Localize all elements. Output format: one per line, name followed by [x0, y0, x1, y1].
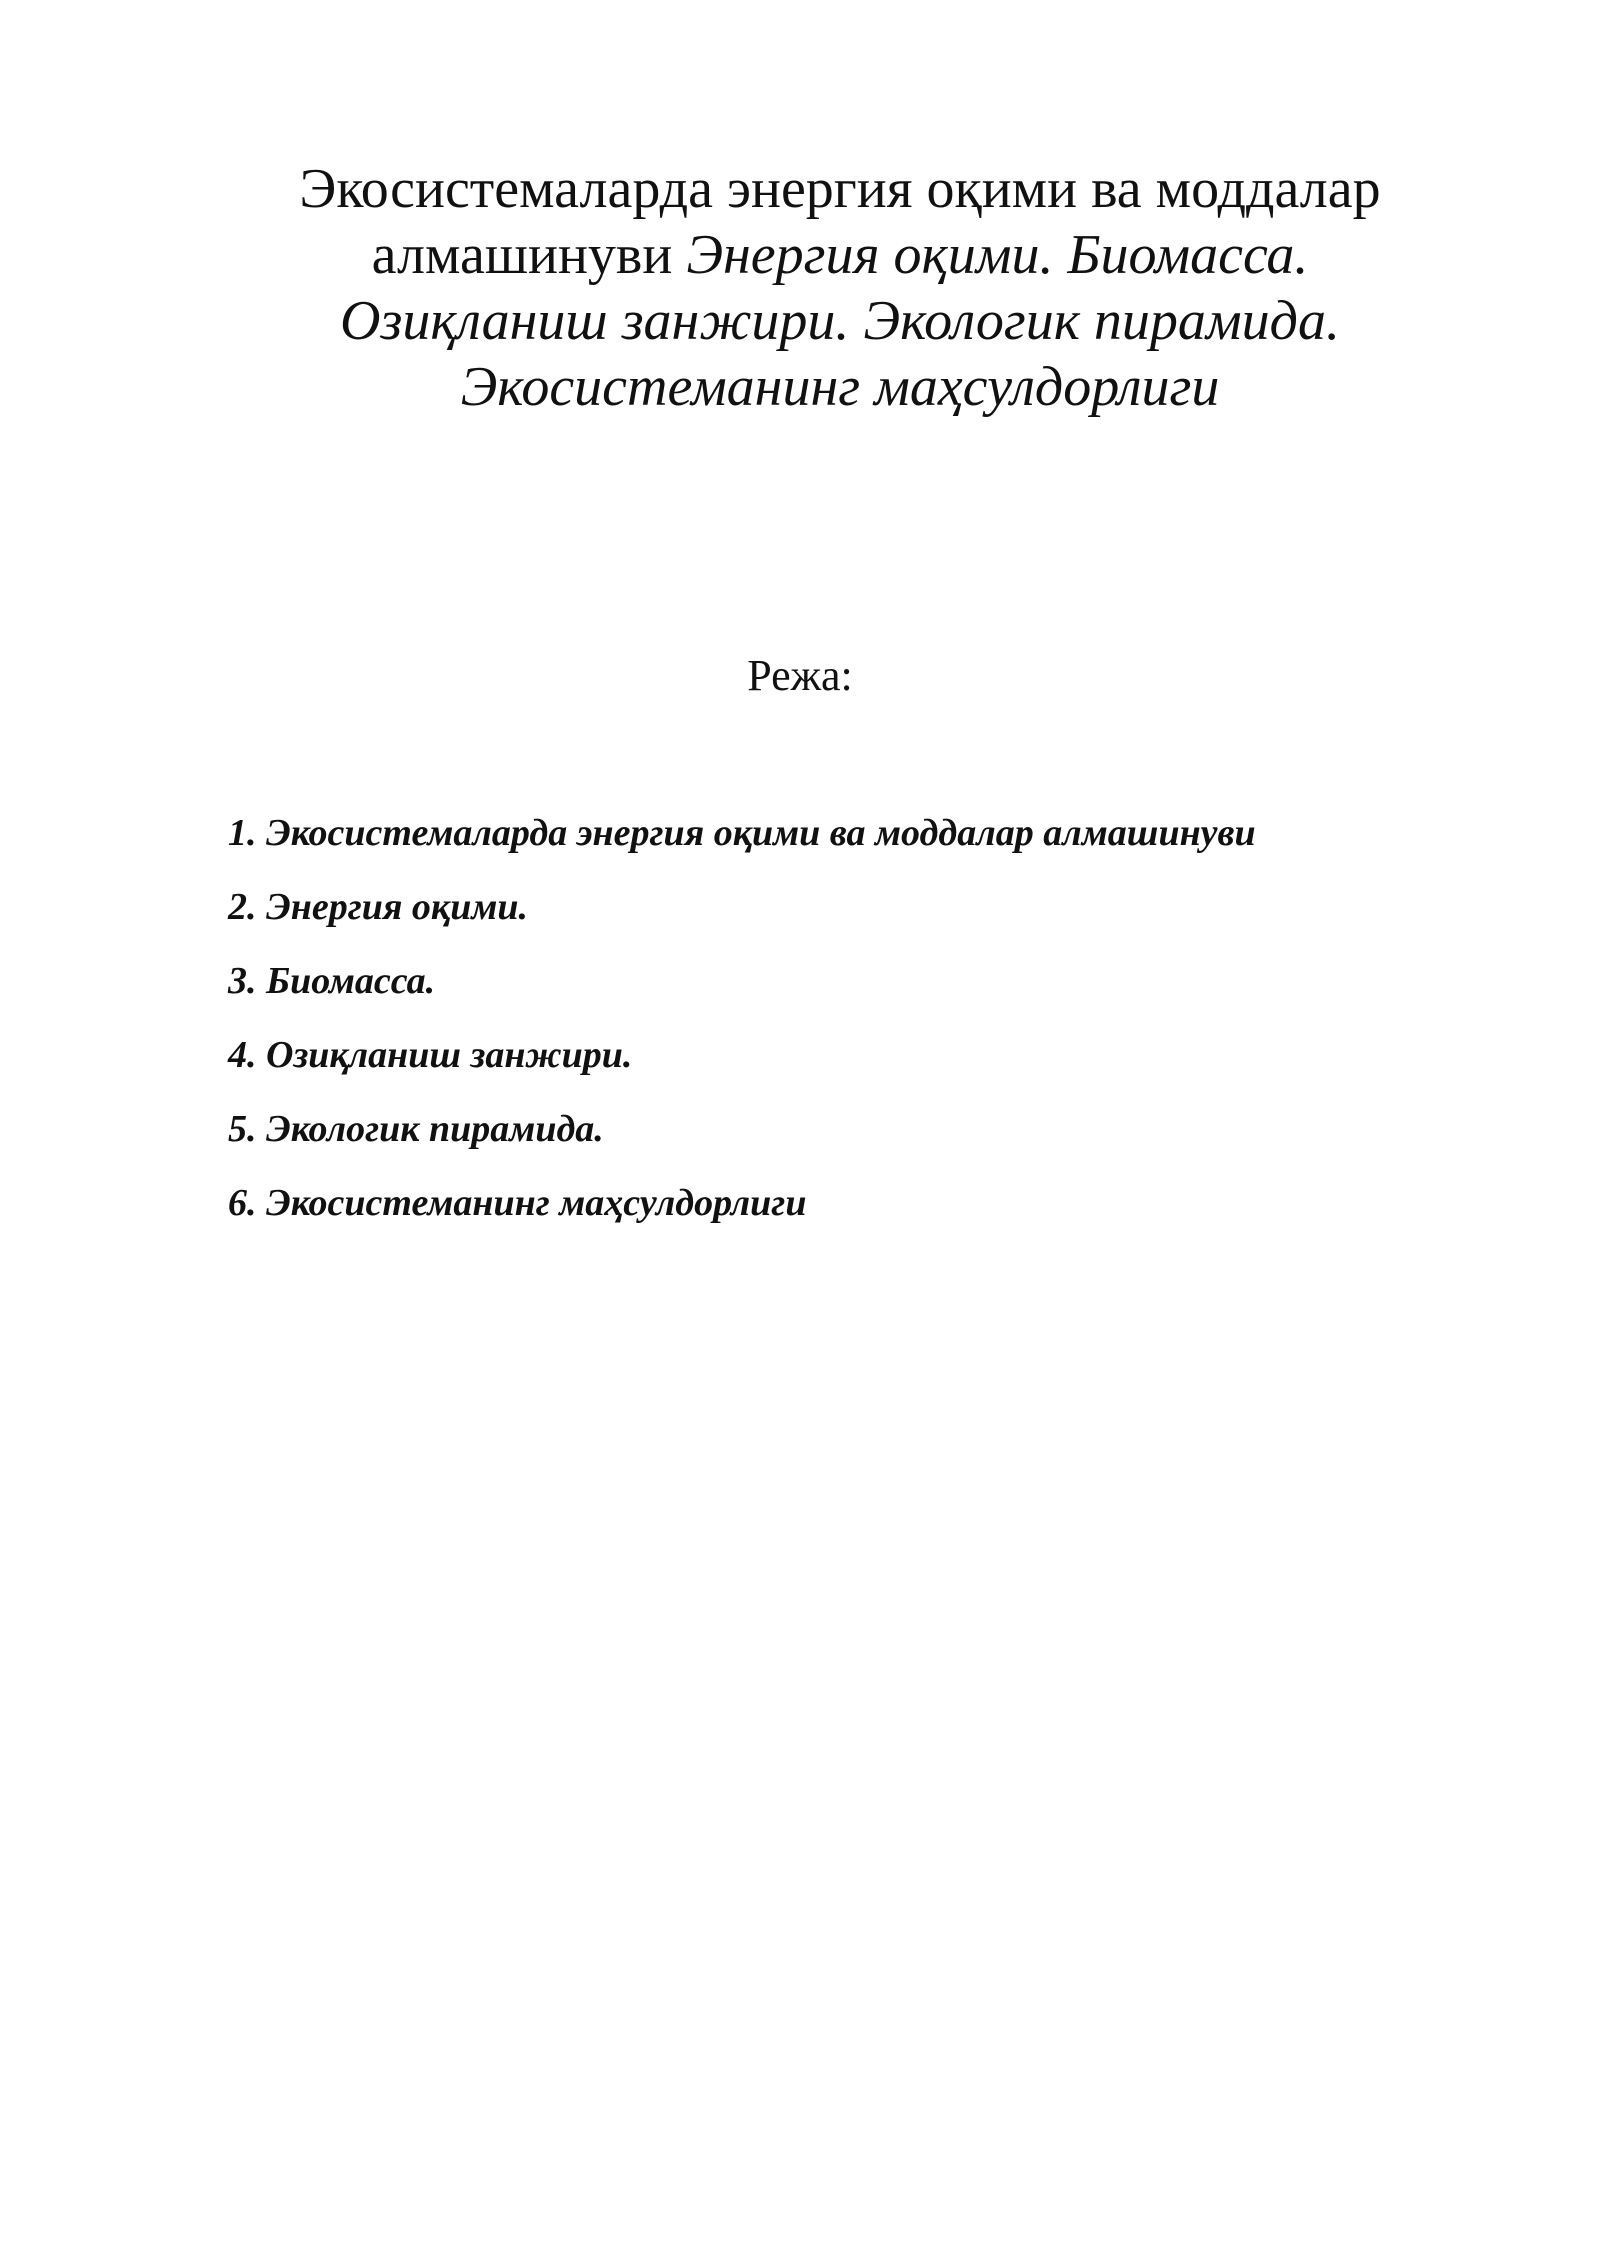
plan-item-text: Энергия оқими. [256, 886, 528, 928]
plan-item [228, 796, 1528, 870]
plan-item-number: 3. [228, 960, 257, 1002]
plan-item [228, 1166, 1528, 1240]
title-line-2-italic: Энергия оқими. Биомасса. [686, 224, 1309, 286]
title-line-3: Озиқланиш занжири. Экологик пирамида. [340, 290, 1340, 352]
plan-heading: Режа: [747, 651, 853, 700]
plan-item-number: 4. [228, 1034, 257, 1076]
plan-item-number: 6. [228, 1182, 257, 1224]
title-line-1: Экосистемаларда энергия оқими ва моддалар [299, 158, 1381, 220]
plan-item-text: Экологик пирамида. [256, 1108, 604, 1150]
plan-item-text: Экосистеманинг маҳсулдорлиги [256, 1182, 807, 1224]
plan-item-number: 1. [228, 812, 257, 854]
plan-item-number: 5. [228, 1108, 257, 1150]
plan-item-text: Экосистемаларда энергия оқими ва моддалар алмашинуви [256, 812, 1256, 854]
plan-list [228, 796, 1528, 1240]
plan-item-text: Биомасса. [256, 960, 436, 1002]
plan-item [228, 870, 1528, 944]
plan-item-number: 2. [228, 886, 257, 928]
title-line-2-plain: алмашинуви [371, 224, 687, 286]
document-title [200, 156, 1480, 420]
title-line-4: Экосистеманинг маҳсулдорлиги [460, 356, 1220, 418]
plan-item [228, 1018, 1528, 1092]
plan-item [228, 1092, 1528, 1166]
plan-item-text: Озиқланиш занжири. [256, 1034, 633, 1076]
plan-item [228, 944, 1528, 1018]
